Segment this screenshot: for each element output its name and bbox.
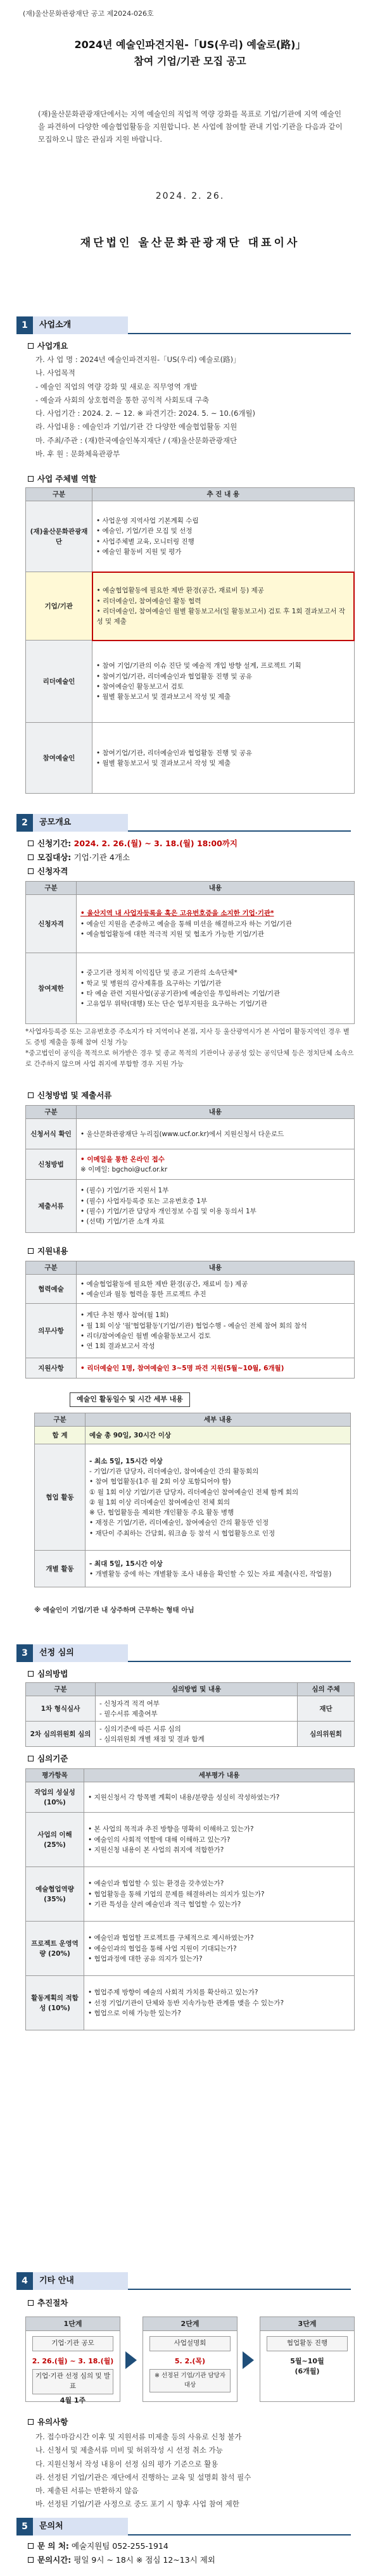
- row-content: • 예술협업활동에 필요한 제반 환경(공간, 재료비 등) 제공 • 리더예술인, 참여예술인 활동 협력 • 리더예술인, 참여예술인 월별 활동보고서(일 활동보고서) 검토 후 1회 결과보고서 작성 및 제출: [92, 572, 355, 641]
- notice-line: 바. 선정된 기업/기관 사정으로 중도 포기 시 향후 사업 참여 제한: [35, 2499, 239, 2509]
- flow-step-head: 2단계: [143, 2317, 237, 2331]
- apply-period: 신청기간: 2024. 2. 26.(월) ~ 3. 18.(월) 18:00까지: [28, 838, 238, 850]
- section-rule: [128, 1661, 351, 1662]
- section-header-5: [16, 2518, 351, 2535]
- notice-line: 다. 지원신청서 작성 내용이 선정 심의 평가 기준으로 활용: [35, 2459, 218, 2468]
- table-row: [26, 1722, 355, 1747]
- section-number: 4: [16, 2272, 33, 2290]
- flow-step-box: 협업활동 진행: [267, 2336, 348, 2351]
- flow-step-sub: 기업·기관 선정 심의 및 발표: [32, 2369, 113, 2394]
- intro-paragraph: (재)울산문화관광재단에서는 지역 예술인의 직업적 역량 강화를 목표로 기업/기관에 지역 예술인을 파견하여 다양한 예술협업활동을 지원합니다. 본 사업에 참여할 관내 기업·기관을 다음과 같이 모집하오니 많은 관심과 지원 바랍니다.: [38, 109, 343, 144]
- flow-step: [260, 2317, 355, 2402]
- square-bullet-icon: [28, 1671, 34, 1677]
- square-bullet-icon: [28, 868, 34, 874]
- table-header: 평가항목: [26, 1769, 84, 1782]
- roles-table: [25, 487, 355, 794]
- row-content: - 최대 5일, 15시간 이상 • 개별활동 중에 하는 개별활동 조사 내용을 확인할 수 있는 자료 제출(사진, 작업물): [86, 1551, 351, 1587]
- square-bullet-icon: [28, 476, 34, 482]
- row-label: 기업/기관: [26, 572, 92, 641]
- notice-line: 가. 접수마감시간 이후 및 지원서류 미제출 등의 사유로 신청 불가: [35, 2432, 242, 2441]
- notice-line: 마. 제출된 서류는 반환하지 않음: [35, 2486, 139, 2496]
- flow-step: [142, 2317, 238, 2402]
- subheading-notices: 유의사항: [28, 2417, 68, 2429]
- square-bullet-icon: [28, 854, 34, 860]
- row-content: • 이메일을 통한 온라인 접수 ※ 이메일: bgchoi@ucf.or.kr: [77, 1149, 355, 1180]
- row-content: • 예술인과 협업할 프로젝트를 구체적으로 제시하였는가? • 예술인과의 협업을 통해 사업 지원이 기대되는가? • 협업과정에 대한 공유 의지가 있는가?: [84, 1922, 355, 1976]
- row-content: 예술 총 90일, 30시간 이상: [86, 1427, 351, 1444]
- section-title: 문의처: [33, 2518, 128, 2535]
- notice-line: 나. 신청서 및 제출서류 미비 및 허위작성 시 선정 취소 가능: [35, 2446, 223, 2455]
- row-label: 작업의 성실성 (10%): [26, 1782, 84, 1813]
- row-label: 참여제한: [26, 953, 77, 1024]
- overview-line: 나. 사업목적: [35, 368, 75, 378]
- overview-line: 가. 사 업 명 : 2024년 예술인파견지원-「US(우리) 예술로(路)」: [35, 355, 241, 364]
- square-bullet-icon: [28, 841, 34, 846]
- table-row: [26, 572, 355, 641]
- overview-line: 마. 주최/주관 : (재)한국예술인복지재단 / (재)울산문화관광재단: [35, 435, 238, 445]
- criteria-table: [25, 1768, 355, 2030]
- row-content: • 계단 추천 행사 참여(월 1회) • 월 1회 이상 '월'협업활동'(기업/기관) 협업수행 - 예술인 전체 참여 회의 참석 • 리더/참여예술인 월별 예술활동보고서 검토 • 연 1회 결과보고서 작성: [77, 1304, 355, 1358]
- table-header: 구분: [26, 1106, 77, 1119]
- arrow-right-icon: [125, 2351, 137, 2369]
- overview-line: - 예술과 사회의 상호협력을 통한 공익적 사회토대 구축: [35, 395, 210, 404]
- row-label: 개별 활동: [35, 1551, 86, 1587]
- table-header: 내용: [77, 882, 355, 895]
- flow-step-sub: (6개월): [294, 2367, 320, 2376]
- table-row: [26, 1149, 355, 1180]
- subheading-criteria: 심의기준: [28, 1753, 68, 1765]
- section-rule: [128, 2289, 351, 2290]
- row-label: 리더예술인: [26, 641, 92, 723]
- square-bullet-icon: [28, 2557, 34, 2563]
- row-label: 지원사항: [26, 1358, 77, 1379]
- subheading-apply: 신청방법 및 제출서류: [28, 1090, 111, 1102]
- section-rule: [128, 2534, 351, 2535]
- row-content: • 참여기업/기관, 리더예술인과 협업활동 진행 및 공유 • 월별 활동보고서 및 결과보고서 작성 및 제출: [92, 723, 355, 794]
- table-header: 추 진 내 용: [92, 488, 355, 501]
- square-bullet-icon: [28, 1092, 34, 1098]
- section-title: 사업소개: [33, 316, 128, 334]
- activity-table: [34, 1413, 351, 1587]
- section-header-1: [16, 316, 351, 334]
- row-content: • (필수) 기업/기관 지원서 1부 • (필수) 사업자등록증 또는 고유번호증 1부 • (필수) 기업/기관 담당자 개인정보 수집 및 이용 동의서 1부 • (선택) 기업/기관 소개 자료: [77, 1180, 355, 1233]
- square-bullet-icon: [28, 1248, 34, 1254]
- table-row: [26, 1180, 355, 1233]
- flow-step: [25, 2317, 120, 2402]
- table-row: [26, 641, 355, 723]
- row-content: • 본 사업의 목적과 추진 방향을 명확히 이해하고 있는가? • 예술인의 사회적 역할에 대해 이해하고 있는가? • 지원신청 내용이 본 사업의 취지에 적합한가?: [84, 1813, 355, 1867]
- section-number: 5: [16, 2518, 33, 2535]
- section-header-3: [16, 1644, 351, 1662]
- row-content: • 지원신청서 각 항목별 계획이 내용/분량을 성실히 작성하였는가?: [84, 1782, 355, 1813]
- table-header: 내용: [77, 1106, 355, 1119]
- row-content: - 신청자격 적격 여부 - 필수서류 제출여부: [96, 1696, 298, 1722]
- section-number: 1: [16, 316, 33, 334]
- table-row: [26, 723, 355, 794]
- row-content: • 사업운영 지역사업 기본계획 수립 • 예술인, 기업/기관 모집 및 선정 • 사업주체별 교육, 모니터링 진행 • 예술인 활동비 지원 및 평가: [92, 501, 355, 572]
- section-rule: [128, 830, 351, 832]
- notice-line: 라. 선정된 기업/기관은 재단에서 진행하는 교육 및 설명회 참석 필수: [35, 2472, 251, 2482]
- row-label: 1차 형식심사: [26, 1696, 96, 1722]
- title-line-1: 2024년 예술인파견지원-「US(우리) 예술로(路)」: [74, 39, 306, 51]
- eligibility-note: *중고법인이 공익을 목적으로 허가받은 경우 및 종교 목적의 기관이나 공공성 있는 공익단체 등은 정치단체 소속으로 간주하지 않으며 사업 취지에 부합할 경우 지원 가능: [25, 1049, 354, 1068]
- subheading-support: 지원내용: [28, 1246, 68, 1258]
- subheading-schedule: 추진절차: [28, 2298, 68, 2310]
- method-table: [25, 1682, 355, 1747]
- overview-line: 바. 후 원 : 문화체육관광부: [35, 449, 120, 458]
- subheading-roles: 사업 주체별 역할: [28, 473, 96, 485]
- signer: 재단법인 울산문화관광재단 대표이사: [80, 237, 300, 249]
- square-bullet-icon: [28, 2300, 34, 2306]
- table-row: [26, 1867, 355, 1922]
- row-content: • 참여 기업/기관의 이슈 진단 및 예술적 개입 방향 설계, 프로젝트 기획 • 참여기업/기관, 리더예술인과 협업활동 진행 및 공유 • 참여예술인 활동보고서 검토 • 월별 활동보고서 및 결과보고서 작성 및 제출: [92, 641, 355, 723]
- overview-line: - 예술인 직업의 역량 강화 및 새로운 직무영역 개발: [35, 382, 198, 391]
- table-row: [26, 1696, 355, 1722]
- table-row: [26, 1275, 355, 1304]
- section-number: 2: [16, 814, 33, 832]
- arrow-right-icon: [243, 2351, 254, 2369]
- notice-list: [35, 2430, 352, 2511]
- notice-number: (재)울산문화관광재단 공고 제2024-026호: [23, 9, 154, 18]
- row-label: 참여예술인: [26, 723, 92, 794]
- table-row: [26, 1119, 355, 1149]
- row-label: 신청자격: [26, 895, 77, 953]
- table-header: 구분: [26, 1683, 96, 1696]
- overview-list: [35, 353, 352, 461]
- section-title: 공모개요: [33, 814, 128, 832]
- flow-step-head: 3단계: [260, 2317, 354, 2331]
- table-header: 구분: [35, 1413, 86, 1427]
- table-header: 내용: [77, 1261, 355, 1275]
- square-bullet-icon: [28, 2543, 34, 2549]
- section-title: 선정 심의: [33, 1644, 128, 1662]
- flow-step-box: 기업·기관 공모: [32, 2336, 113, 2351]
- row-label: 신청서식 확인: [26, 1119, 77, 1149]
- flow-step-head: 1단계: [26, 2317, 120, 2331]
- notice-date: 2024. 2. 26.: [155, 191, 225, 201]
- table-row: [26, 1813, 355, 1867]
- table-row: [26, 1358, 355, 1379]
- section-number: 3: [16, 1644, 33, 1662]
- row-content: • 울산문화관광재단 누리집(www.ucf.or.kr)에서 지원신청서 다운로드: [77, 1119, 355, 1149]
- row-content: • 중고기관 정치적 이익집단 및 종교 기관의 소속단체* • 학교 및 병원의 감사제휴를 요구하는 기업/기관 • 타 예술 관련 지원사업(공공기관)에 예술인을 투입하려는 기업/기관 • 고유업무 위탁(대행) 또는 단순 업무지원을 요구하는 기업/기관: [77, 953, 355, 1024]
- table-row: [35, 1427, 351, 1444]
- table-row: [35, 1551, 351, 1587]
- overview-line: 라. 사업내용 : 예술인과 기업/기관 간 다양한 예술협업활동 지원: [35, 422, 238, 432]
- row-content: • 협업주제 방향이 예술의 사회적 가치를 확산하고 있는가? • 선정 기업/기관이 단체와 동반 지속가능한 관계를 맺을 수 있는가? • 협업으로 이해 가능한 있는가?: [84, 1976, 355, 2030]
- subheading-overview: 사업개요: [28, 341, 68, 353]
- table-row: [35, 1444, 351, 1551]
- activity-note: ※ 예술인이 기업/기관 내 상주하며 근무하는 형태 아님: [34, 1606, 194, 1614]
- table-header: 구분: [26, 882, 77, 895]
- table-header: 구분: [26, 1261, 77, 1275]
- apply-table: [25, 1105, 355, 1233]
- flow-step-date: 5. 2.(목): [174, 2356, 206, 2365]
- square-bullet-icon: [28, 343, 34, 349]
- row-label: 협력예술: [26, 1275, 77, 1304]
- row-content: • 울산지역 내 사업자등록을 혹은 고유번호증을 소지한 기업·기관* • 예술인 지원을 존중하고 예술을 통해 미션을 해결하고자 하는 기업/기관 • 예술협업활동에 대한 적극적 지원 및 협조가 가능한 기업/기관: [77, 895, 355, 953]
- flow-step-date: 2. 26.(월) ~ 3. 18.(월): [32, 2356, 114, 2365]
- subheading-eligibility: 신청자격: [28, 866, 68, 878]
- row-owner: 재단: [298, 1696, 355, 1722]
- flow-step-box: 사업설명회: [149, 2336, 231, 2351]
- section-title: 기타 안내: [33, 2272, 128, 2290]
- row-label: 협업 활동: [35, 1444, 86, 1551]
- table-row: [26, 1782, 355, 1813]
- table-row: [26, 953, 355, 1024]
- eligibility-table: [25, 881, 355, 1024]
- table-header: 심의방법 및 내용: [96, 1683, 298, 1696]
- title-line-2: 참여 기업/기관 모집 공고: [134, 54, 246, 67]
- eligibility-note: *사업자등록증 또는 고유번호증 주소지가 타 지역이나 본점, 지사 등 울산광역시가 본 사업이 활동지역인 경우 별도 증빙 제출을 통해 참여 신청 가능: [25, 1028, 350, 1046]
- section-header-2: [16, 814, 351, 832]
- overview-line: 다. 사업기간 : 2024. 2. ~ 12. ※ 파견기간: 2024. 5. ~ 10.(6개월): [35, 409, 256, 418]
- budget-label: 예술인 활동일수 및 시간 세부 내용: [70, 1392, 190, 1407]
- row-content: • 예술협업활동에 필요한 제반 환경(공간, 재료비 등) 제공 • 예술인과 월동 협력을 통한 프로젝트 추진: [77, 1275, 355, 1304]
- row-content: - 심의기준에 따른 서류 심의 - 심의위원회 개별 채점 및 결과 합계: [96, 1722, 298, 1747]
- row-label: 2차 심의위원회 심의: [26, 1722, 96, 1747]
- schedule-flow: [25, 2317, 355, 2405]
- row-label: 예술협업역량 (35%): [26, 1867, 84, 1922]
- flow-step-subdate: 4월 1주: [60, 2396, 86, 2404]
- row-label: 사업의 이해 (25%): [26, 1813, 84, 1867]
- table-row: [26, 895, 355, 953]
- section-header-4: [16, 2272, 351, 2290]
- row-label: 신청방법: [26, 1149, 77, 1180]
- row-owner: 심의위원회: [298, 1722, 355, 1747]
- row-content: - 최소 5일, 15시간 이상 - 기업/기관 담당자, 리더예술인, 참여예술인 간의 활동회의 • 참여 협업활동(1주 월 2회 이상 포함되어야 함) ① 월 1회 이상 기업/기관 담당자, 리더예술인 참여예술인 전체 함께 회의 ② 월 1회 이상 리더예술인 참여예술인 전체 회의 ※ 단, 협업활동을 제외한 개인활동 주요 활동 병행 • 재정은 기업/기관, 리더예술인, 참여예술인 간의 활동만 인정 • 재단이 주최하는 간담회, 워크숍 등 참석 시 협업활동으로 인정: [86, 1444, 351, 1551]
- flow-step-sub: ※ 선정된 기업/기관 담당자 대상: [149, 2369, 231, 2392]
- row-label: 프로젝트 운영역량 (20%): [26, 1922, 84, 1976]
- contact-hours: 문의시간: 평일 9시 ~ 18시 ※ 점심 12~13시 제외: [28, 2554, 215, 2567]
- table-header: 구분: [26, 488, 92, 501]
- table-row: [26, 1922, 355, 1976]
- row-label: 합 계: [35, 1427, 86, 1444]
- page-title: [0, 37, 380, 69]
- row-label: (재)울산문화관광재단: [26, 501, 92, 572]
- table-row: [26, 1304, 355, 1358]
- table-header: 심의 주체: [298, 1683, 355, 1696]
- square-bullet-icon: [28, 2419, 34, 2425]
- row-content: • 예술인과 협업할 수 있는 환경을 갖추었는가? • 협업활동을 통해 기업의 문제를 해결하려는 의지가 있는가? • 기관 특성을 살려 예술인과 적극 협업할 수 있는가?: [84, 1867, 355, 1922]
- row-label: 제출서류: [26, 1180, 77, 1233]
- table-header: 세부평가 내용: [84, 1769, 355, 1782]
- contact-line: 문 의 처: 예술지원팀 052-255-1914: [28, 2541, 168, 2553]
- section-rule: [128, 333, 351, 334]
- flow-step-date: 5월~10월: [290, 2356, 324, 2365]
- subheading-method: 심의방법: [28, 1668, 68, 1680]
- table-row: [26, 1976, 355, 2030]
- recruit-target: 모집대상: 기업·기관 4개소: [28, 852, 130, 864]
- row-label: 활동계획의 적합성 (10%): [26, 1976, 84, 2030]
- support-table: [25, 1261, 355, 1379]
- table-row: [26, 501, 355, 572]
- square-bullet-icon: [28, 1756, 34, 1761]
- row-content: • 리더예술인 1명, 참여예술인 3~5명 파견 지원(5월~10월, 6개월): [77, 1358, 355, 1379]
- row-label: 의무사항: [26, 1304, 77, 1358]
- table-header: 세부 내용: [86, 1413, 351, 1427]
